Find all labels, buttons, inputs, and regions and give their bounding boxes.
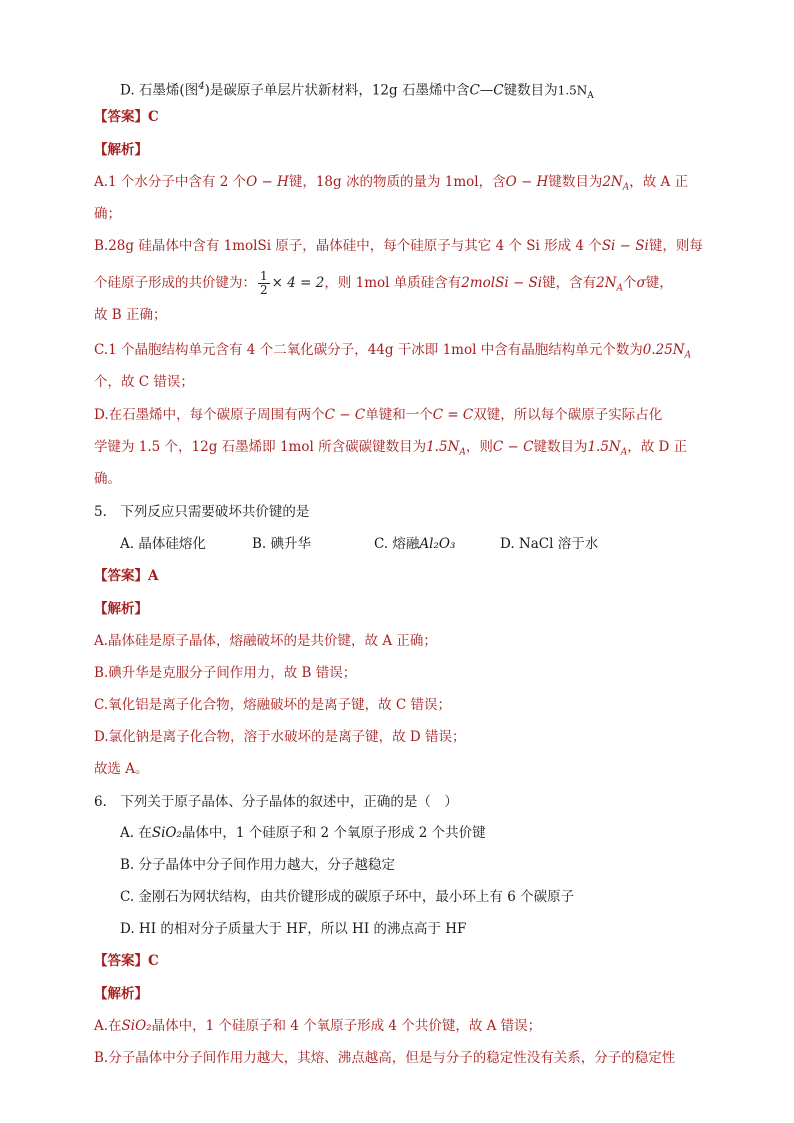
q5-option-d: D. NaCl 溶于水 xyxy=(500,536,599,552)
q4-analysis-a-cont: 确； xyxy=(94,206,121,222)
math: C − C xyxy=(492,439,534,455)
q5-conclusion: 故选 A。 xyxy=(94,761,149,777)
text: ，故 D 正 xyxy=(627,439,688,455)
q6-stem: 6. 下列关于原子晶体、分子晶体的叙述中，正确的是（ ） xyxy=(94,794,458,810)
text: 键数目为 xyxy=(548,174,603,190)
q4-analysis-c-cont: 个，故 C 错误； xyxy=(94,374,194,390)
q6-analysis-a xyxy=(94,1016,541,1036)
denominator: 2 xyxy=(260,283,268,297)
math: 1.5N xyxy=(426,439,460,455)
q5-stem: 5. 下列反应只需要破坏共价键的是 xyxy=(94,504,310,520)
math-sub: A xyxy=(620,447,628,458)
math: 2N xyxy=(596,275,617,291)
q5-option-b: B. 碘升华 xyxy=(252,536,312,552)
math: Al₂O₃ xyxy=(419,536,456,552)
q6-option-a xyxy=(120,823,486,843)
math: 2N xyxy=(602,174,623,190)
q4-option-d-text3: 键数目为 xyxy=(503,82,558,99)
q4-option-d-value: 1.5N xyxy=(557,83,588,98)
text: 键，18g 冰的物质的量为 1mol，含 xyxy=(288,174,506,190)
q5-analysis-d: D.氯化钠是离子化合物，溶于水破坏的是离子键，故 D 错误； xyxy=(94,729,466,745)
q4-option-d-sub: A xyxy=(587,91,594,102)
math: σ xyxy=(636,275,646,291)
math: 0.25N xyxy=(642,342,685,358)
q6-analysis-b: B.分子晶体中分子间作用力越大，其熔、沸点越高，但是与分子的稳定性没有关系，分子的稳定性 xyxy=(94,1050,676,1066)
q5-option-c xyxy=(374,534,455,554)
q4-analysis-b-end: 故 B 正确； xyxy=(94,307,167,323)
text: A.1 个水分子中含有 2 个 xyxy=(94,174,247,190)
q4-analysis-b-cont xyxy=(94,270,673,299)
math-sub: A xyxy=(616,283,624,294)
text: C. 熔融 xyxy=(374,536,420,552)
math-sub: A xyxy=(684,350,692,361)
text: 键， xyxy=(645,275,673,291)
text: ，则 1mol 单质硅含有 xyxy=(324,275,462,291)
text: B.28g 硅晶体中含有 1molSi 原子，晶体硅中，每个硅原子与其它 4 个 Si 形成 4 个 xyxy=(94,238,602,254)
math: × 4 = 2 xyxy=(271,275,325,291)
math: 1.5N xyxy=(587,439,621,455)
math: O − H xyxy=(505,174,549,190)
text: 晶体中，1 个硅原子和 2 个氧原子形成 2 个共价键 xyxy=(181,825,486,841)
math: SiO₂ xyxy=(151,825,182,841)
math: Si − Si xyxy=(601,238,649,254)
q4-analysis-d-end: 确。 xyxy=(94,471,121,487)
text: ，则 xyxy=(465,439,493,455)
q4-option-d-text: D. 石墨烯(图 xyxy=(120,82,199,99)
math: O − H xyxy=(246,174,289,190)
q5-option-a: A. 晶体硅熔化 xyxy=(120,536,206,552)
q4-analysis-b xyxy=(94,236,703,256)
q4-option-d-text2: )是碳原子单层片状新材料，12g 石墨烯中含 xyxy=(204,82,470,99)
q5-analysis-a: A.晶体硅是原子晶体，熔融破坏的是共价键，故 A 正确； xyxy=(94,633,437,649)
text: 单键和一个 xyxy=(365,407,433,423)
q4-option-d-math: C—C xyxy=(469,82,504,99)
q6-option-b: B. 分子晶体中分子间作用力越大，分子越稳定 xyxy=(120,857,396,873)
text: 双键，所以每个碳原子实际占化 xyxy=(473,407,663,423)
fraction xyxy=(258,270,270,297)
text: 个硅原子形成的共价键为： xyxy=(94,275,256,291)
q4-option-d xyxy=(120,77,594,106)
math: SiO₂ xyxy=(121,1018,152,1034)
q4-answer: 【答案】C xyxy=(94,109,159,125)
math-sub: A xyxy=(622,182,630,193)
q5-analysis-c: C.氧化铝是离子化合物，熔融破坏的是离子键，故 C 错误； xyxy=(94,697,452,713)
q6-option-d: D. HI 的相对分子质量大于 HF，所以 HI 的沸点高于 HF xyxy=(120,921,467,937)
text: A.在 xyxy=(94,1018,122,1034)
q4-analysis-d-cont xyxy=(94,437,687,463)
text: ，故 A 正 xyxy=(629,174,689,190)
q6-analysis-label: 【解析】 xyxy=(94,986,148,1002)
text: A. 在 xyxy=(120,825,152,841)
q5-analysis-b: B.碘升华是克服分子间作用力，故 B 错误； xyxy=(94,665,357,681)
text: C.1 个晶胞结构单元含有 4 个二氧化碳分子，44g 干冰即 1mol 中含有晶胞结构单元个数为 xyxy=(94,342,643,358)
q4-figure-number: 4 xyxy=(198,81,205,92)
text: 键，含有 xyxy=(542,275,597,291)
text: 个 xyxy=(623,275,637,291)
math: C = C xyxy=(432,407,474,423)
q4-analysis-label: 【解析】 xyxy=(94,142,148,158)
q4-analysis-a xyxy=(94,172,688,198)
numerator: 1 xyxy=(260,269,268,283)
q4-analysis-c xyxy=(94,340,691,366)
math: 2molSi − Si xyxy=(461,275,543,291)
q5-analysis-label: 【解析】 xyxy=(94,601,148,617)
q4-analysis-d xyxy=(94,405,662,425)
math: C − C xyxy=(324,407,366,423)
text: 键数目为 xyxy=(533,439,588,455)
q6-option-c: C. 金刚石为网状结构，由共价键形成的碳原子环中，最小环上有 6 个碳原子 xyxy=(120,889,575,905)
q5-answer: 【答案】A xyxy=(94,568,159,584)
text: D.在石墨烯中，每个碳原子周围有两个 xyxy=(94,407,325,423)
text: 键，则每 xyxy=(648,238,703,254)
q6-answer: 【答案】C xyxy=(94,953,159,969)
text: 学键为 1.5 个，12g 石墨烯即 1mol 所含碳碳键数目为 xyxy=(94,439,427,455)
math-sub: A xyxy=(459,447,466,458)
text: 晶体中，1 个硅原子和 4 个氧原子形成 4 个共价键，故 A 错误； xyxy=(151,1018,542,1034)
